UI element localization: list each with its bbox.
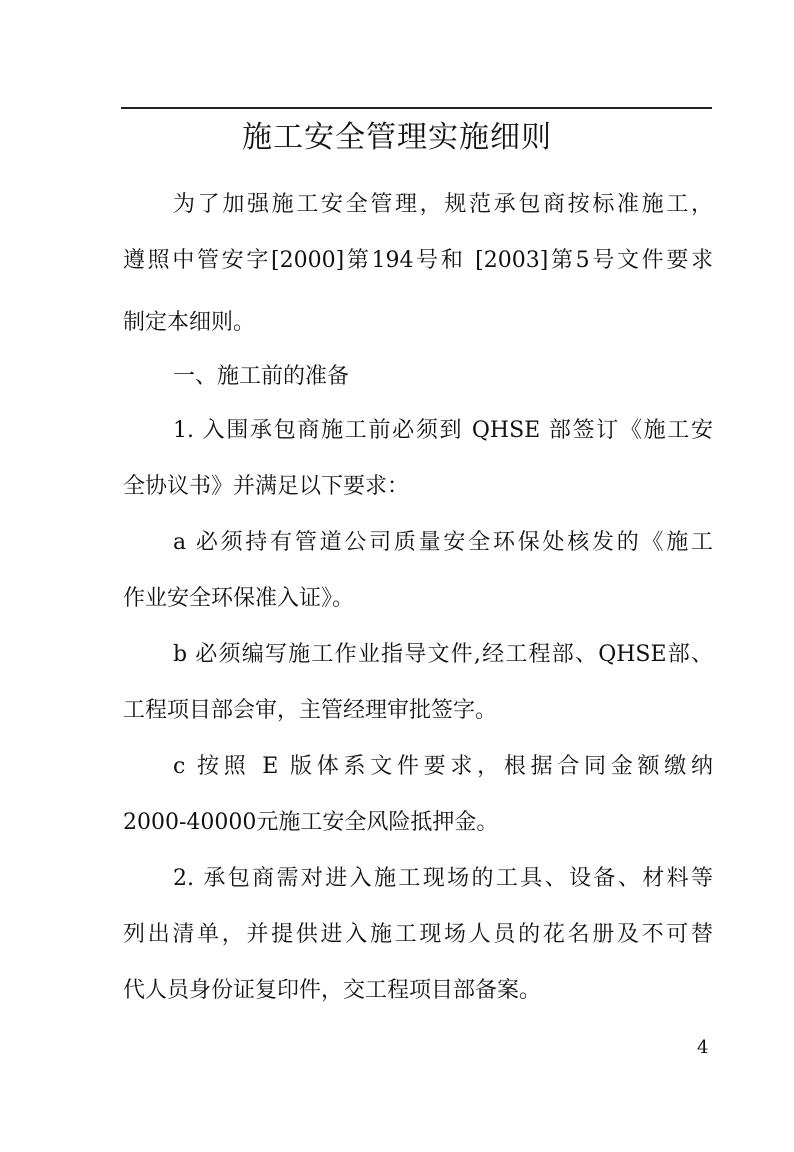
item-a-line-1: a 必须持有管道公司质量安全环保处核发的《施工 — [173, 530, 713, 555]
item-1-line-1: 1. 入围承包商施工前必须到 QHSE 部签订《施工安 — [173, 418, 713, 443]
section-heading-preparation: 一、施工前的准备 — [173, 364, 350, 389]
paragraph-line-1: 为了加强施工安全管理，规范承包商按标准施工， — [173, 192, 713, 217]
paragraph-line-2: 遵照中管安字[2000]第194号和 [2003]第5号文件要求 — [123, 248, 713, 273]
item-a-line-2: 作业安全环保准入证》。 — [123, 586, 355, 611]
paragraph-line-3: 制定本细则。 — [123, 310, 256, 335]
document-title: 施工安全管理实施细则 — [242, 120, 552, 155]
page-number: 4 — [697, 1037, 709, 1058]
item-1-line-2: 全协议书》并满足以下要求： — [123, 474, 410, 499]
header-rule — [121, 107, 712, 109]
item-b-line-1: b 必须编写施工作业指导文件,经工程部、QHSE部、 — [173, 642, 713, 667]
item-2-line-1: 2. 承包商需对进入施工现场的工具、设备、材料等 — [173, 866, 713, 891]
item-b-line-2: 工程项目部会审，主管经理审批签字。 — [123, 698, 498, 723]
item-2-line-2: 列出清单，并提供进入施工现场人员的花名册及不可替 — [123, 922, 713, 947]
item-c-line-1: c 按照 E 版体系文件要求，根据合同金额缴纳 — [173, 754, 713, 779]
item-c-line-2: 2000-40000元施工安全风险抵押金。 — [123, 810, 499, 835]
item-2-line-3: 代人员身份证复印件，交工程项目部备案。 — [123, 978, 542, 1003]
